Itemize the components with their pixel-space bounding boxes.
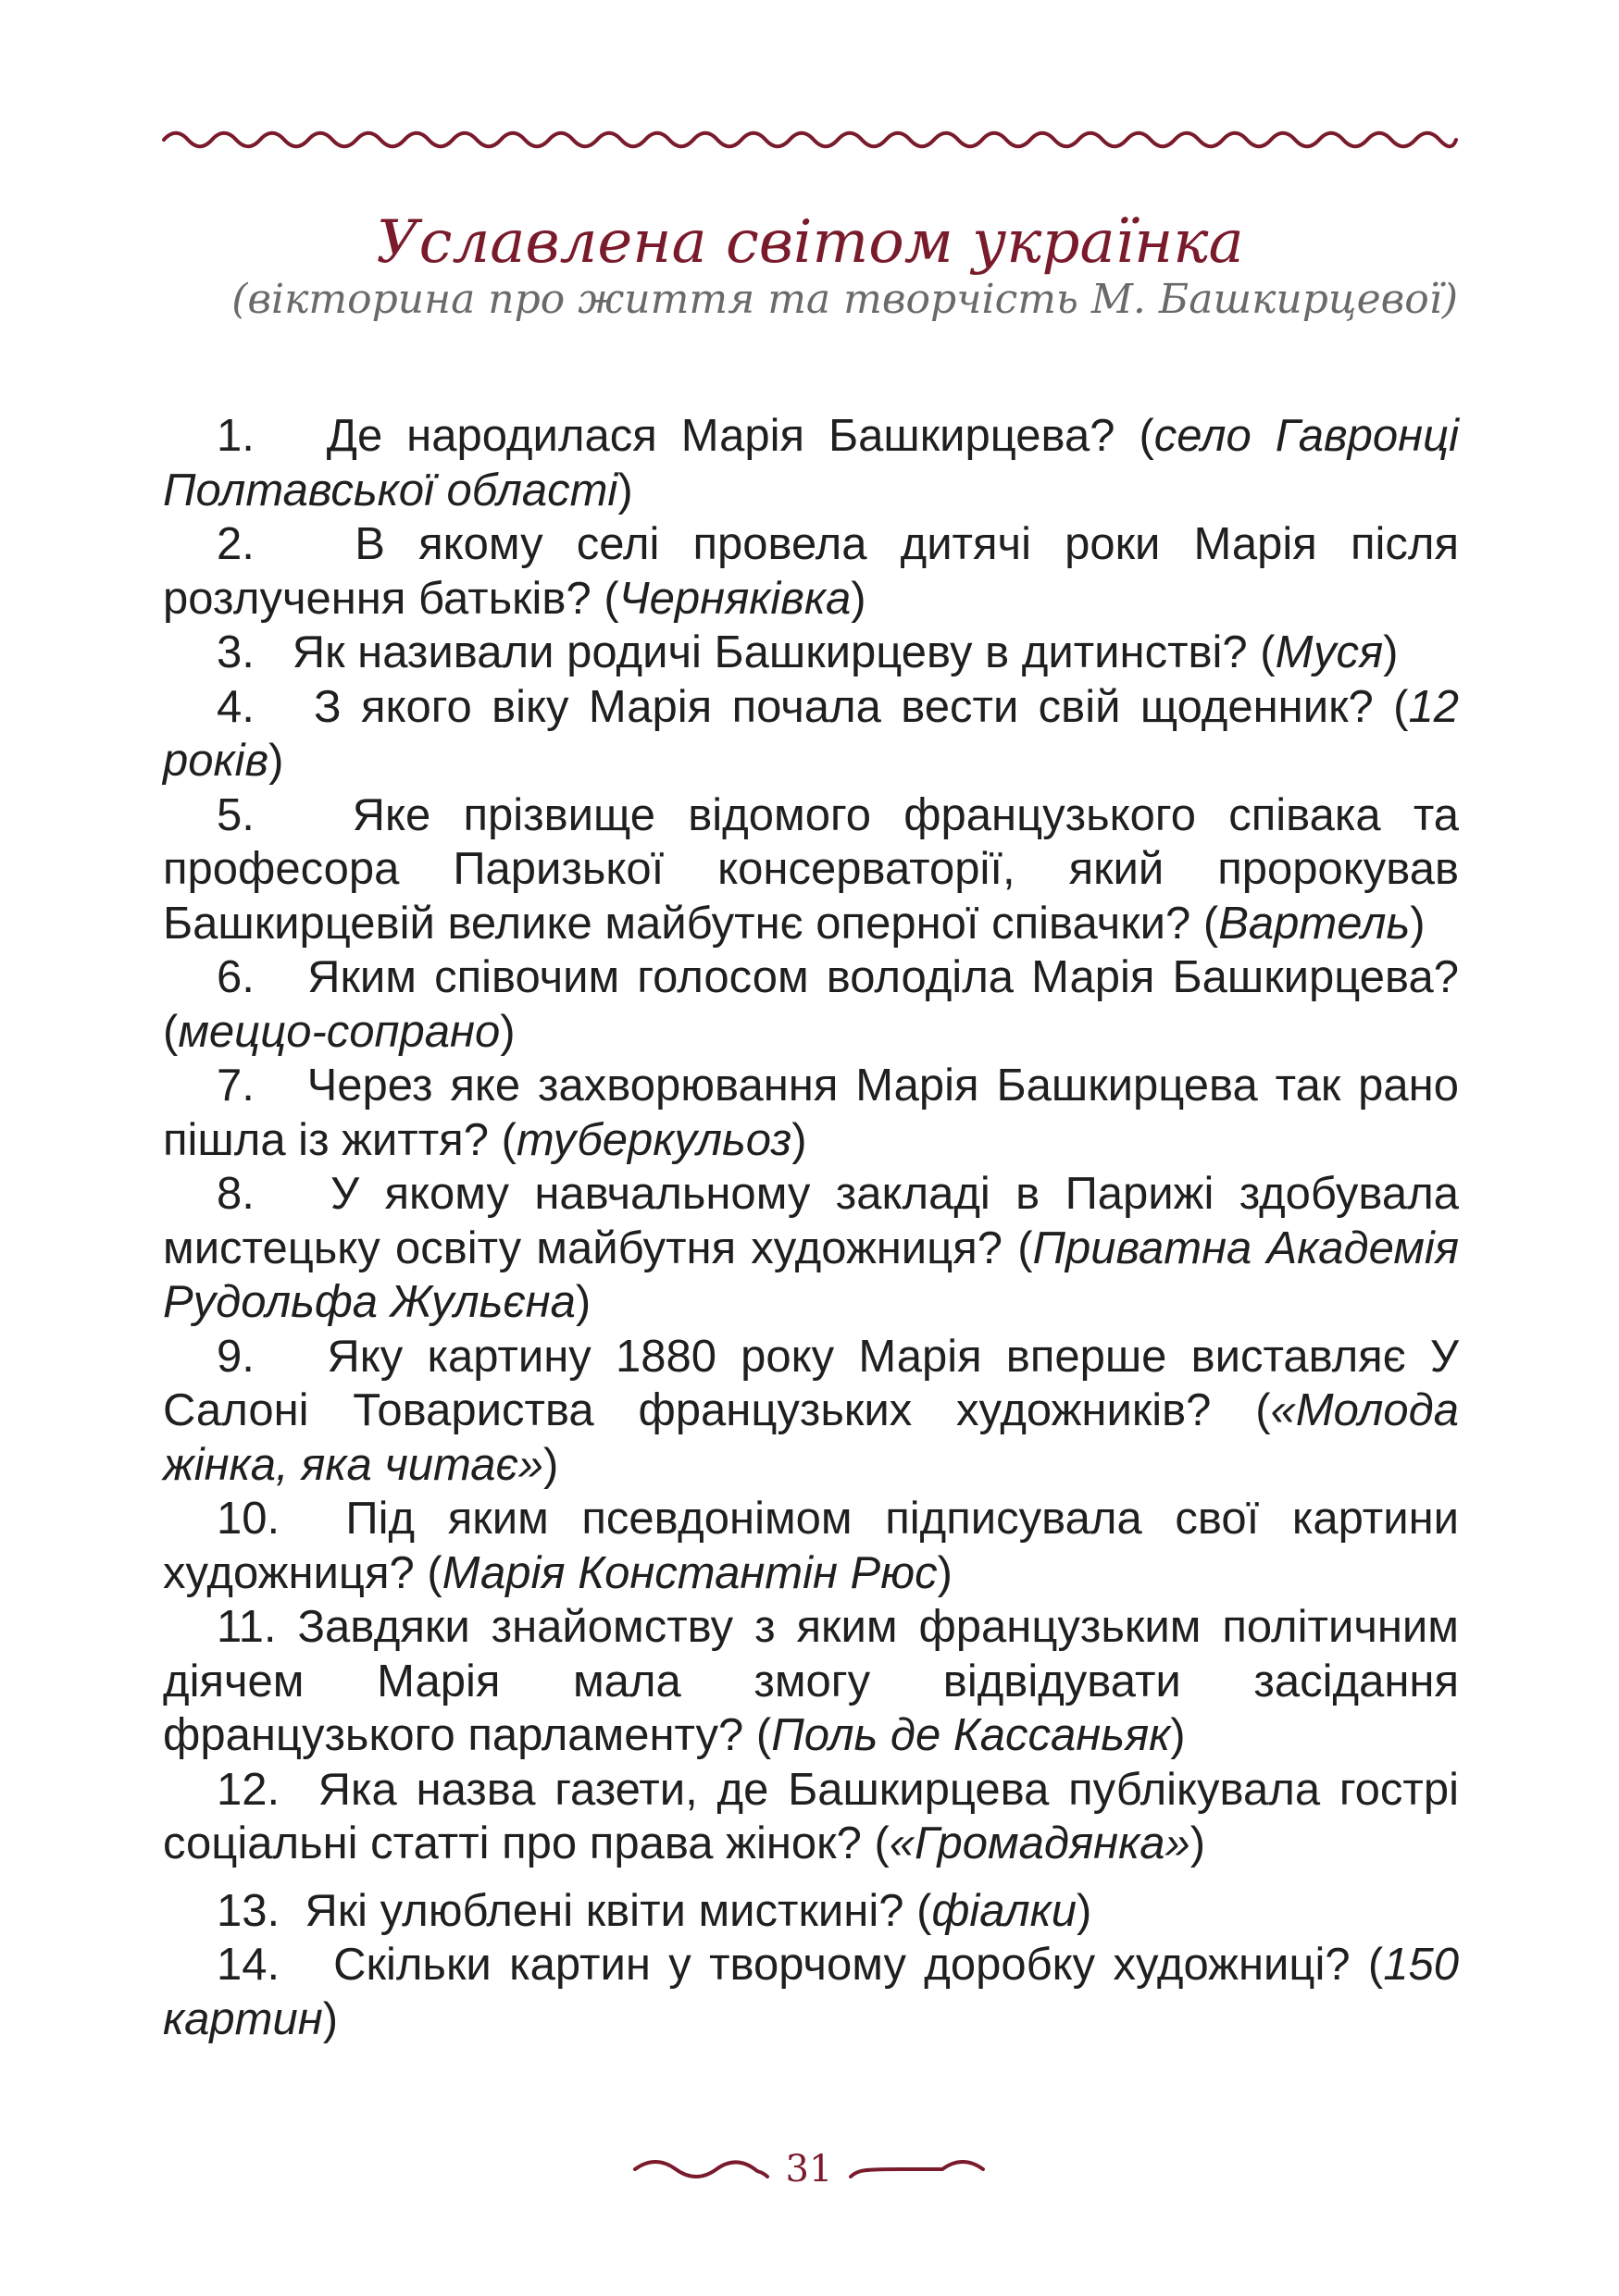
answer-close-paren: ): [268, 736, 284, 786]
question-answer: туберкульоз: [516, 1114, 792, 1165]
quiz-question: [163, 517, 1459, 626]
question-answer: Марія Константін Рюс: [442, 1547, 938, 1598]
quiz-question-list: [163, 409, 1459, 2046]
quiz-question: [163, 950, 1459, 1059]
question-answer: «Молода жінка, яка читає»: [163, 1385, 1459, 1490]
answer-close-paren: ): [322, 1993, 339, 2044]
quiz-question: [163, 788, 1459, 951]
question-text: Скільки картин у творчому доробку художниці? (: [333, 1940, 1384, 1990]
question-answer: 12 років: [163, 681, 1460, 786]
answer-close-paren: ): [617, 465, 633, 515]
quiz-question: [163, 409, 1459, 517]
answer-close-paren: ): [1189, 1818, 1206, 1868]
quiz-question: [163, 1600, 1459, 1763]
page-subtitle: (вікторина про життя та творчість М. Башкирцевої): [231, 276, 1458, 323]
right-wave-ornament: [848, 2156, 987, 2184]
answer-close-paren: ): [791, 1114, 807, 1165]
quiz-question: [163, 1059, 1459, 1167]
question-number: 1.: [217, 411, 255, 461]
question-text: У якому навчальному закладі в Парижі здобувала мистецьку освіту майбутня художниця? (: [163, 1169, 1459, 1273]
answer-close-paren: ): [1170, 1710, 1186, 1760]
question-number: 7.: [217, 1061, 255, 1111]
question-text: Через яке захворювання Марія Башкирцева так рано пішла із життя? (: [163, 1061, 1459, 1165]
question-answer: Муся: [1275, 627, 1384, 677]
answer-close-paren: ): [543, 1439, 559, 1490]
quiz-question: [163, 1884, 1459, 1939]
quiz-question: [163, 1938, 1459, 2046]
answer-close-paren: ): [937, 1547, 953, 1598]
question-number: 6.: [217, 952, 255, 1002]
quiz-question: [163, 626, 1459, 680]
question-text: В якому селі провела дитячі роки Марія після розлучення батьків? (: [163, 519, 1460, 624]
question-number: 4.: [217, 681, 255, 732]
question-answer: село Гавронці Полтавської області: [163, 411, 1459, 515]
question-number: 12.: [217, 1764, 280, 1815]
question-answer: Приватна Академія Рудольфа Жульєна: [163, 1222, 1459, 1327]
answer-close-paren: ): [575, 1277, 592, 1327]
question-number: 5.: [217, 789, 255, 840]
question-answer: 150 картин: [163, 1940, 1459, 2044]
quiz-question: [163, 680, 1459, 788]
question-number: 8.: [217, 1169, 255, 1219]
question-text: Під яким псевдонімом підписувала свої картини художниця? (: [163, 1494, 1460, 1598]
answer-close-paren: ): [851, 573, 866, 624]
quiz-question: [163, 1492, 1459, 1600]
question-text: Яка назва газети, де Башкирцева публікувала гострі соціальні статті про права жінок? (: [163, 1764, 1459, 1868]
question-text: Яке прізвище відомого французького співака та професора Паризької консерваторії, який пророкував Башкирцевій велике майбутнє оперної співачки? (: [163, 789, 1459, 949]
page-number: 31: [785, 2148, 833, 2191]
question-answer: Черняківка: [618, 573, 852, 624]
question-text: З якого віку Марія почала вести свій щоденник? (: [313, 681, 1409, 732]
decorative-wave-rule: [162, 126, 1458, 154]
answer-close-paren: ): [1383, 627, 1399, 677]
question-answer: Поль де Кассаньяк: [771, 1710, 1171, 1760]
question-text: Де народилася Марія Башкирцева? (: [326, 411, 1154, 461]
question-number: 14.: [217, 1940, 280, 1990]
question-text: Яку картину 1880 року Марія вперше виставляє У Салоні Товариства французьких художників? (: [163, 1331, 1460, 1435]
question-number: 10.: [217, 1494, 280, 1544]
question-text: Яким співочим голосом володіла Марія Башкирцева? (: [163, 952, 1460, 1057]
question-number: 2.: [217, 519, 255, 569]
question-answer: Вартель: [1218, 898, 1411, 949]
answer-close-paren: ): [1076, 1885, 1092, 1936]
question-text: Які улюблені квіти мисткині? (: [305, 1885, 932, 1936]
answer-close-paren: ): [500, 1006, 516, 1057]
page-title: Уславлена світом українка: [376, 208, 1244, 277]
question-answer: меццо-сопрано: [178, 1006, 501, 1057]
question-number: 9.: [217, 1331, 255, 1382]
question-text: Як називали родичі Башкирцеву в дитинстві? (: [292, 627, 1276, 677]
quiz-question: [163, 1763, 1459, 1871]
answer-close-paren: ): [1410, 898, 1426, 949]
quiz-question: [163, 1167, 1459, 1330]
question-number: 3.: [217, 627, 255, 677]
question-number: 13.: [217, 1885, 280, 1936]
quiz-question: [163, 1330, 1459, 1493]
question-text: Завдяки знайомству з яким французьким політичним діячем Марія мала змогу відвідувати засідання французького парламенту? (: [163, 1602, 1459, 1760]
question-number: 11.: [217, 1602, 277, 1652]
question-answer: фіалки: [931, 1885, 1077, 1936]
page-footer: [624, 2143, 994, 2199]
question-answer: «Громадянка»: [889, 1818, 1190, 1868]
